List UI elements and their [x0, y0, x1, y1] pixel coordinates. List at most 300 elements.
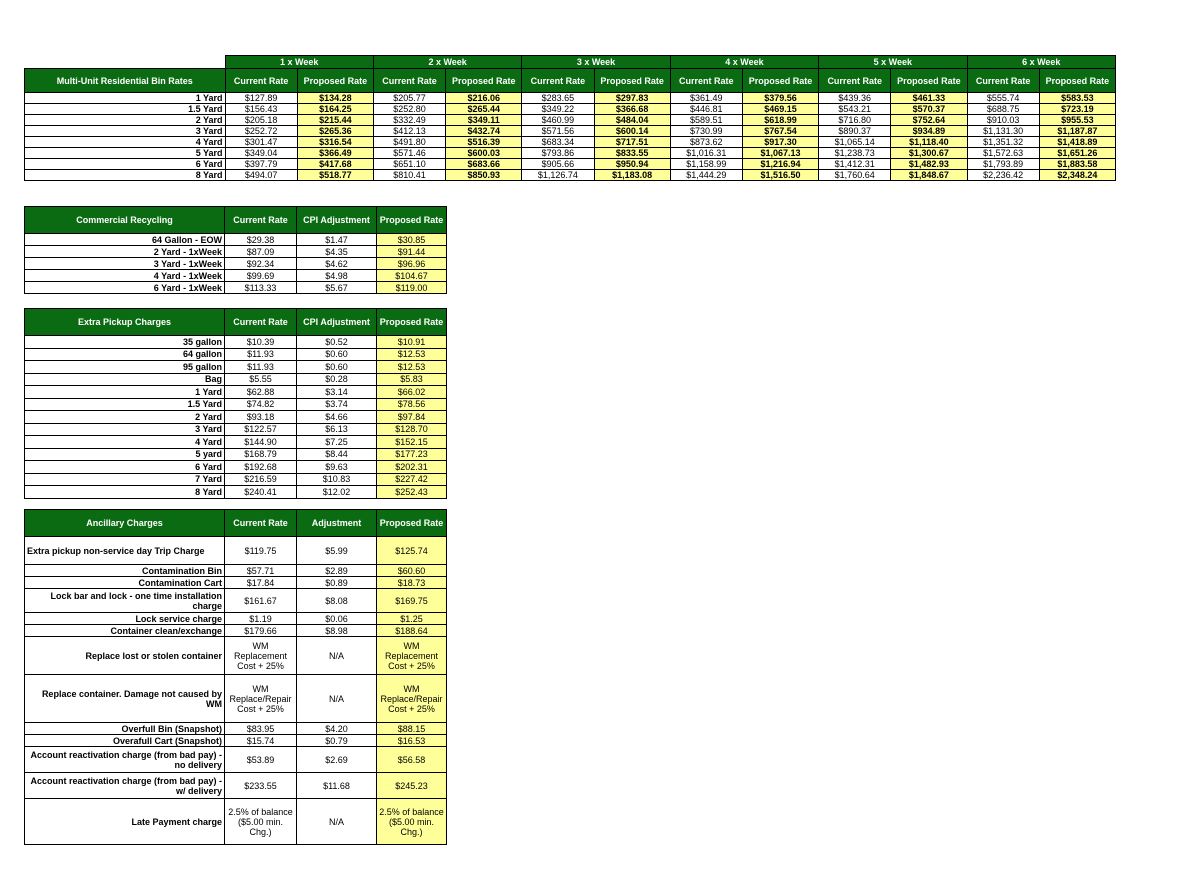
table-row	[25, 565, 447, 577]
table-row	[25, 625, 447, 637]
corner-blank	[25, 56, 226, 69]
proposed-rate-cell: $30.85	[377, 234, 447, 246]
proposed-rate-cell: $833.55	[594, 148, 670, 159]
proposed-rate-cell: 2.5% of balance ($5.00 min. Chg.)	[377, 799, 447, 845]
ancillary-title: Ancillary Charges	[25, 510, 225, 537]
table-row	[25, 126, 1116, 137]
adjustment-cell: $10.83	[297, 473, 377, 486]
current-rate-cell: $460.99	[522, 115, 594, 126]
current-rate-cell: $5.55	[225, 373, 297, 386]
ancillary-header-proposed: Proposed Rate	[377, 510, 447, 537]
current-rate-cell: $1,238.73	[819, 148, 891, 159]
current-rate-cell: $252.72	[225, 126, 297, 137]
proposed-rate-cell: $583.53	[1039, 93, 1115, 104]
row-label: Account reactivation charge (from bad pay) - w/ delivery	[25, 773, 225, 799]
proposed-rate-cell: $265.44	[446, 104, 522, 115]
row-label: 7 Yard	[25, 473, 225, 486]
proposed-rate-cell: $18.73	[377, 577, 447, 589]
current-rate-cell: $17.84	[225, 577, 297, 589]
proposed-rate-cell: $97.84	[377, 411, 447, 424]
extra-pickup-title: Extra Pickup Charges	[25, 309, 225, 336]
frequency-header: 5 x Week	[819, 56, 967, 69]
table-row	[25, 537, 447, 565]
adjustment-cell: $8.08	[297, 589, 377, 613]
proposed-rate-cell: $683.66	[446, 159, 522, 170]
current-rate-cell: $83.95	[225, 723, 297, 735]
proposed-rate-cell: $767.54	[742, 126, 818, 137]
current-rate-cell: $543.21	[819, 104, 891, 115]
adjustment-cell: $12.02	[297, 486, 377, 499]
col-header-current: Current Rate	[373, 69, 445, 93]
row-label: 4 Yard - 1xWeek	[25, 270, 225, 282]
proposed-rate-cell: $188.64	[377, 625, 447, 637]
bin-size-label: 6 Yard	[25, 159, 226, 170]
current-rate-cell: $688.75	[967, 104, 1039, 115]
proposed-rate-cell: $215.44	[297, 115, 373, 126]
adjustment-cell: $0.60	[297, 348, 377, 361]
current-rate-cell: $1,016.31	[670, 148, 742, 159]
row-label: 2 Yard	[25, 411, 225, 424]
proposed-rate-cell: $1.25	[377, 613, 447, 625]
table-row	[25, 115, 1116, 126]
proposed-rate-cell: $125.74	[377, 537, 447, 565]
current-rate-cell: $93.18	[225, 411, 297, 424]
table-row	[25, 282, 447, 294]
table-row	[25, 637, 447, 675]
row-label: 2 Yard - 1xWeek	[25, 246, 225, 258]
adjustment-cell: $11.68	[297, 773, 377, 799]
current-rate-cell: $491.80	[373, 137, 445, 148]
col-header-current: Current Rate	[967, 69, 1039, 93]
current-rate-cell: $494.07	[225, 170, 297, 181]
current-rate-cell: $11.93	[225, 361, 297, 374]
col-header-proposed: Proposed Rate	[297, 69, 373, 93]
proposed-rate-cell: $10.91	[377, 336, 447, 349]
recycling-title: Commercial Recycling	[25, 207, 225, 234]
proposed-rate-cell: $379.56	[742, 93, 818, 104]
row-label: Replace container. Damage not caused by WM	[25, 675, 225, 723]
bin-size-label: 1 Yard	[25, 93, 226, 104]
row-label: 4 Yard	[25, 436, 225, 449]
current-rate-cell: $122.57	[225, 423, 297, 436]
current-rate-cell: $252.80	[373, 104, 445, 115]
proposed-rate-cell: $417.68	[297, 159, 373, 170]
current-rate-cell: $555.74	[967, 93, 1039, 104]
col-header-current: Current Rate	[225, 69, 297, 93]
frequency-header: 1 x Week	[225, 56, 373, 69]
row-label: 64 Gallon - EOW	[25, 234, 225, 246]
table-row	[25, 773, 447, 799]
adjustment-cell: $0.52	[297, 336, 377, 349]
proposed-rate-cell: $518.77	[297, 170, 373, 181]
adjustment-cell: $4.35	[297, 246, 377, 258]
proposed-rate-cell: $1,183.08	[594, 170, 670, 181]
adjustment-cell: $0.89	[297, 577, 377, 589]
col-header-current: Current Rate	[522, 69, 594, 93]
current-rate-cell: $890.37	[819, 126, 891, 137]
row-label: Overafull Cart (Snapshot)	[25, 735, 225, 747]
extra-header-proposed: Proposed Rate	[377, 309, 447, 336]
bin-size-label: 5 Yard	[25, 148, 226, 159]
table-row	[25, 799, 447, 845]
adjustment-cell: $8.98	[297, 625, 377, 637]
row-label: 5 yard	[25, 448, 225, 461]
proposed-rate-cell: $56.58	[377, 747, 447, 773]
row-label: 3 Yard - 1xWeek	[25, 258, 225, 270]
table-row	[25, 137, 1116, 148]
proposed-rate-cell: $366.49	[297, 148, 373, 159]
row-label: Lock service charge	[25, 613, 225, 625]
current-rate-cell: $793.86	[522, 148, 594, 159]
table-row	[25, 270, 447, 282]
current-rate-cell: $240.41	[225, 486, 297, 499]
row-label: Overfull Bin (Snapshot)	[25, 723, 225, 735]
proposed-rate-cell: $252.43	[377, 486, 447, 499]
proposed-rate-cell: $1,067.13	[742, 148, 818, 159]
proposed-rate-cell: $366.68	[594, 104, 670, 115]
current-rate-cell: $571.56	[522, 126, 594, 137]
table-row	[25, 246, 447, 258]
adjustment-cell: $4.98	[297, 270, 377, 282]
proposed-rate-cell: $461.33	[891, 93, 967, 104]
proposed-rate-cell: $88.15	[377, 723, 447, 735]
proposed-rate-cell: $1,187.87	[1039, 126, 1115, 137]
proposed-rate-cell: $1,516.50	[742, 170, 818, 181]
current-rate-cell: $1,351.32	[967, 137, 1039, 148]
adjustment-cell: $4.62	[297, 258, 377, 270]
adjustment-cell: $0.28	[297, 373, 377, 386]
current-rate-cell: 2.5% of balance ($5.00 min. Chg.)	[225, 799, 297, 845]
adjustment-cell: $8.44	[297, 448, 377, 461]
current-rate-cell: $1,760.64	[819, 170, 891, 181]
row-label: Contamination Bin	[25, 565, 225, 577]
adjustment-cell: $5.99	[297, 537, 377, 565]
proposed-rate-cell: $128.70	[377, 423, 447, 436]
current-rate-cell: $730.99	[670, 126, 742, 137]
current-rate-cell: $1,065.14	[819, 137, 891, 148]
col-header-proposed: Proposed Rate	[742, 69, 818, 93]
adjustment-cell: $0.79	[297, 735, 377, 747]
bin-rates-table	[24, 55, 1116, 181]
row-label: 1 Yard	[25, 386, 225, 399]
proposed-rate-cell: $177.23	[377, 448, 447, 461]
table-row	[25, 373, 447, 386]
table-row	[25, 411, 447, 424]
extra-header-current: Current Rate	[225, 309, 297, 336]
proposed-rate-cell: $600.14	[594, 126, 670, 137]
current-rate-cell: $1,793.89	[967, 159, 1039, 170]
current-rate-cell: $1,131.30	[967, 126, 1039, 137]
proposed-rate-cell: $91.44	[377, 246, 447, 258]
proposed-rate-cell: $570.37	[891, 104, 967, 115]
current-rate-cell: $905.66	[522, 159, 594, 170]
row-label: 1.5 Yard	[25, 398, 225, 411]
proposed-rate-cell: $96.96	[377, 258, 447, 270]
proposed-rate-cell: $66.02	[377, 386, 447, 399]
bin-size-label: 2 Yard	[25, 115, 226, 126]
adjustment-cell: N/A	[297, 675, 377, 723]
adjustment-cell: $4.66	[297, 411, 377, 424]
row-label: 3 Yard	[25, 423, 225, 436]
proposed-rate-cell: $469.15	[742, 104, 818, 115]
current-rate-cell: $113.33	[225, 282, 297, 294]
table-row	[25, 473, 447, 486]
proposed-rate-cell: $484.04	[594, 115, 670, 126]
row-label: 8 Yard	[25, 486, 225, 499]
table-row	[25, 423, 447, 436]
proposed-rate-cell: $169.75	[377, 589, 447, 613]
adjustment-cell: $6.13	[297, 423, 377, 436]
frequency-header: 4 x Week	[670, 56, 818, 69]
current-rate-cell: $87.09	[225, 246, 297, 258]
proposed-rate-cell: $917.30	[742, 137, 818, 148]
current-rate-cell: $144.90	[225, 436, 297, 449]
row-label: Account reactivation charge (from bad pay) - no delivery	[25, 747, 225, 773]
ancillary-header-current: Current Rate	[225, 510, 297, 537]
proposed-rate-cell: $955.53	[1039, 115, 1115, 126]
table-row	[25, 104, 1116, 115]
row-label: 6 Yard	[25, 461, 225, 474]
current-rate-cell: WM Replace/Repair Cost + 25%	[225, 675, 297, 723]
proposed-rate-cell: $216.06	[446, 93, 522, 104]
proposed-rate-cell: $1,118.40	[891, 137, 967, 148]
proposed-rate-cell: $227.42	[377, 473, 447, 486]
current-rate-cell: $412.13	[373, 126, 445, 137]
proposed-rate-cell: $164.25	[297, 104, 373, 115]
current-rate-cell: $349.22	[522, 104, 594, 115]
row-label: Contamination Cart	[25, 577, 225, 589]
bin-size-label: 8 Yard	[25, 170, 226, 181]
table-row	[25, 461, 447, 474]
proposed-rate-cell: $1,883.58	[1039, 159, 1115, 170]
adjustment-cell: $1.47	[297, 234, 377, 246]
current-rate-cell: $53.89	[225, 747, 297, 773]
proposed-rate-cell: $1,848.67	[891, 170, 967, 181]
current-rate-cell: $910.03	[967, 115, 1039, 126]
col-header-proposed: Proposed Rate	[1039, 69, 1115, 93]
current-rate-cell: $810.41	[373, 170, 445, 181]
current-rate-cell: $192.68	[225, 461, 297, 474]
col-header-proposed: Proposed Rate	[594, 69, 670, 93]
current-rate-cell: $29.38	[225, 234, 297, 246]
current-rate-cell: $439.36	[819, 93, 891, 104]
ancillary-charges-table	[24, 509, 447, 845]
current-rate-cell: $99.69	[225, 270, 297, 282]
proposed-rate-cell: $950.94	[594, 159, 670, 170]
recycling-header-current: Current Rate	[225, 207, 297, 234]
current-rate-cell: $361.49	[670, 93, 742, 104]
proposed-rate-cell: $134.28	[297, 93, 373, 104]
adjustment-cell: $3.74	[297, 398, 377, 411]
col-header-proposed: Proposed Rate	[446, 69, 522, 93]
proposed-rate-cell: $349.11	[446, 115, 522, 126]
row-label: 35 gallon	[25, 336, 225, 349]
row-label: Container clean/exchange	[25, 625, 225, 637]
proposed-rate-cell: $2,348.24	[1039, 170, 1115, 181]
table-row	[25, 675, 447, 723]
table-row	[25, 398, 447, 411]
frequency-header: 2 x Week	[373, 56, 521, 69]
bin-size-label: 1.5 Yard	[25, 104, 226, 115]
proposed-rate-cell: $78.56	[377, 398, 447, 411]
proposed-rate-cell: $119.00	[377, 282, 447, 294]
current-rate-cell: $283.65	[522, 93, 594, 104]
table-row	[25, 234, 447, 246]
current-rate-cell: $233.55	[225, 773, 297, 799]
proposed-rate-cell: $104.67	[377, 270, 447, 282]
proposed-rate-cell: $297.83	[594, 93, 670, 104]
current-rate-cell: $205.18	[225, 115, 297, 126]
adjustment-cell: N/A	[297, 799, 377, 845]
table-row	[25, 486, 447, 499]
table-row	[25, 170, 1116, 181]
col-header-proposed: Proposed Rate	[891, 69, 967, 93]
adjustment-cell: $2.69	[297, 747, 377, 773]
current-rate-cell: WM Replacement Cost + 25%	[225, 637, 297, 675]
current-rate-cell: $873.62	[670, 137, 742, 148]
current-rate-cell: $161.67	[225, 589, 297, 613]
proposed-rate-cell: WM Replacement Cost + 25%	[377, 637, 447, 675]
row-label: 6 Yard - 1xWeek	[25, 282, 225, 294]
row-label: Late Payment charge	[25, 799, 225, 845]
current-rate-cell: $74.82	[225, 398, 297, 411]
ancillary-header-adjustment: Adjustment	[297, 510, 377, 537]
current-rate-cell: $62.88	[225, 386, 297, 399]
proposed-rate-cell: $245.23	[377, 773, 447, 799]
proposed-rate-cell: $316.54	[297, 137, 373, 148]
row-label: Bag	[25, 373, 225, 386]
current-rate-cell: $2,236.42	[967, 170, 1039, 181]
proposed-rate-cell: WM Replace/Repair Cost + 25%	[377, 675, 447, 723]
current-rate-cell: $683.34	[522, 137, 594, 148]
current-rate-cell: $1,444.29	[670, 170, 742, 181]
adjustment-cell: $5.67	[297, 282, 377, 294]
current-rate-cell: $1.19	[225, 613, 297, 625]
adjustment-cell: $3.14	[297, 386, 377, 399]
current-rate-cell: $1,412.31	[819, 159, 891, 170]
proposed-rate-cell: $850.93	[446, 170, 522, 181]
proposed-rate-cell: $1,651.26	[1039, 148, 1115, 159]
current-rate-cell: $716.80	[819, 115, 891, 126]
col-header-current: Current Rate	[670, 69, 742, 93]
table-row	[25, 148, 1116, 159]
row-label: Extra pickup non-service day Trip Charge	[25, 537, 225, 565]
table-row	[25, 361, 447, 374]
proposed-rate-cell: $16.53	[377, 735, 447, 747]
proposed-rate-cell: $516.39	[446, 137, 522, 148]
current-rate-cell: $92.34	[225, 258, 297, 270]
proposed-rate-cell: $600.03	[446, 148, 522, 159]
current-rate-cell: $651.10	[373, 159, 445, 170]
adjustment-cell: $0.06	[297, 613, 377, 625]
bin-rates-title: Multi-Unit Residential Bin Rates	[25, 69, 226, 93]
adjustment-cell: $4.20	[297, 723, 377, 735]
table-row	[25, 747, 447, 773]
table-row	[25, 589, 447, 613]
table-row	[25, 723, 447, 735]
table-row	[25, 436, 447, 449]
proposed-rate-cell: $618.99	[742, 115, 818, 126]
current-rate-cell: $301.47	[225, 137, 297, 148]
adjustment-cell: $0.60	[297, 361, 377, 374]
table-row	[25, 258, 447, 270]
proposed-rate-cell: $152.15	[377, 436, 447, 449]
proposed-rate-cell: $12.53	[377, 361, 447, 374]
frequency-header: 6 x Week	[967, 56, 1116, 69]
table-row	[25, 348, 447, 361]
proposed-rate-cell: $752.64	[891, 115, 967, 126]
current-rate-cell: $15.74	[225, 735, 297, 747]
proposed-rate-cell: $5.83	[377, 373, 447, 386]
row-label: Replace lost or stolen container	[25, 637, 225, 675]
current-rate-cell: $57.71	[225, 565, 297, 577]
table-row	[25, 735, 447, 747]
frequency-header: 3 x Week	[522, 56, 670, 69]
proposed-rate-cell: $202.31	[377, 461, 447, 474]
adjustment-cell: $2.89	[297, 565, 377, 577]
current-rate-cell: $168.79	[225, 448, 297, 461]
proposed-rate-cell: $1,216.94	[742, 159, 818, 170]
recycling-header-adjustment: CPI Adjustment	[297, 207, 377, 234]
bin-size-label: 4 Yard	[25, 137, 226, 148]
current-rate-cell: $205.77	[373, 93, 445, 104]
col-header-current: Current Rate	[819, 69, 891, 93]
row-label: 95 gallon	[25, 361, 225, 374]
extra-header-adjustment: CPI Adjustment	[297, 309, 377, 336]
proposed-rate-cell: $934.89	[891, 126, 967, 137]
current-rate-cell: $10.39	[225, 336, 297, 349]
proposed-rate-cell: $723.19	[1039, 104, 1115, 115]
table-row	[25, 613, 447, 625]
table-row	[25, 386, 447, 399]
current-rate-cell: $397.79	[225, 159, 297, 170]
proposed-rate-cell: $265.36	[297, 126, 373, 137]
table-row	[25, 159, 1116, 170]
proposed-rate-cell: $1,482.93	[891, 159, 967, 170]
proposed-rate-cell: $717.51	[594, 137, 670, 148]
extra-pickup-table	[24, 308, 447, 499]
adjustment-cell: $7.25	[297, 436, 377, 449]
current-rate-cell: $11.93	[225, 348, 297, 361]
current-rate-cell: $571.46	[373, 148, 445, 159]
current-rate-cell: $127.89	[225, 93, 297, 104]
proposed-rate-cell: $1,300.67	[891, 148, 967, 159]
current-rate-cell: $446.81	[670, 104, 742, 115]
current-rate-cell: $156.43	[225, 104, 297, 115]
current-rate-cell: $119.75	[225, 537, 297, 565]
table-row	[25, 93, 1116, 104]
proposed-rate-cell: $1,418.89	[1039, 137, 1115, 148]
table-row	[25, 336, 447, 349]
current-rate-cell: $216.59	[225, 473, 297, 486]
current-rate-cell: $349.04	[225, 148, 297, 159]
row-label: Lock bar and lock - one time installation charge	[25, 589, 225, 613]
recycling-header-proposed: Proposed Rate	[377, 207, 447, 234]
proposed-rate-cell: $432.74	[446, 126, 522, 137]
current-rate-cell: $179.66	[225, 625, 297, 637]
table-row	[25, 448, 447, 461]
current-rate-cell: $589.51	[670, 115, 742, 126]
row-label: 64 gallon	[25, 348, 225, 361]
adjustment-cell: N/A	[297, 637, 377, 675]
current-rate-cell: $1,158.99	[670, 159, 742, 170]
table-row	[25, 577, 447, 589]
adjustment-cell: $9.63	[297, 461, 377, 474]
proposed-rate-cell: $12.53	[377, 348, 447, 361]
current-rate-cell: $1,126.74	[522, 170, 594, 181]
current-rate-cell: $332.49	[373, 115, 445, 126]
commercial-recycling-table	[24, 206, 447, 294]
